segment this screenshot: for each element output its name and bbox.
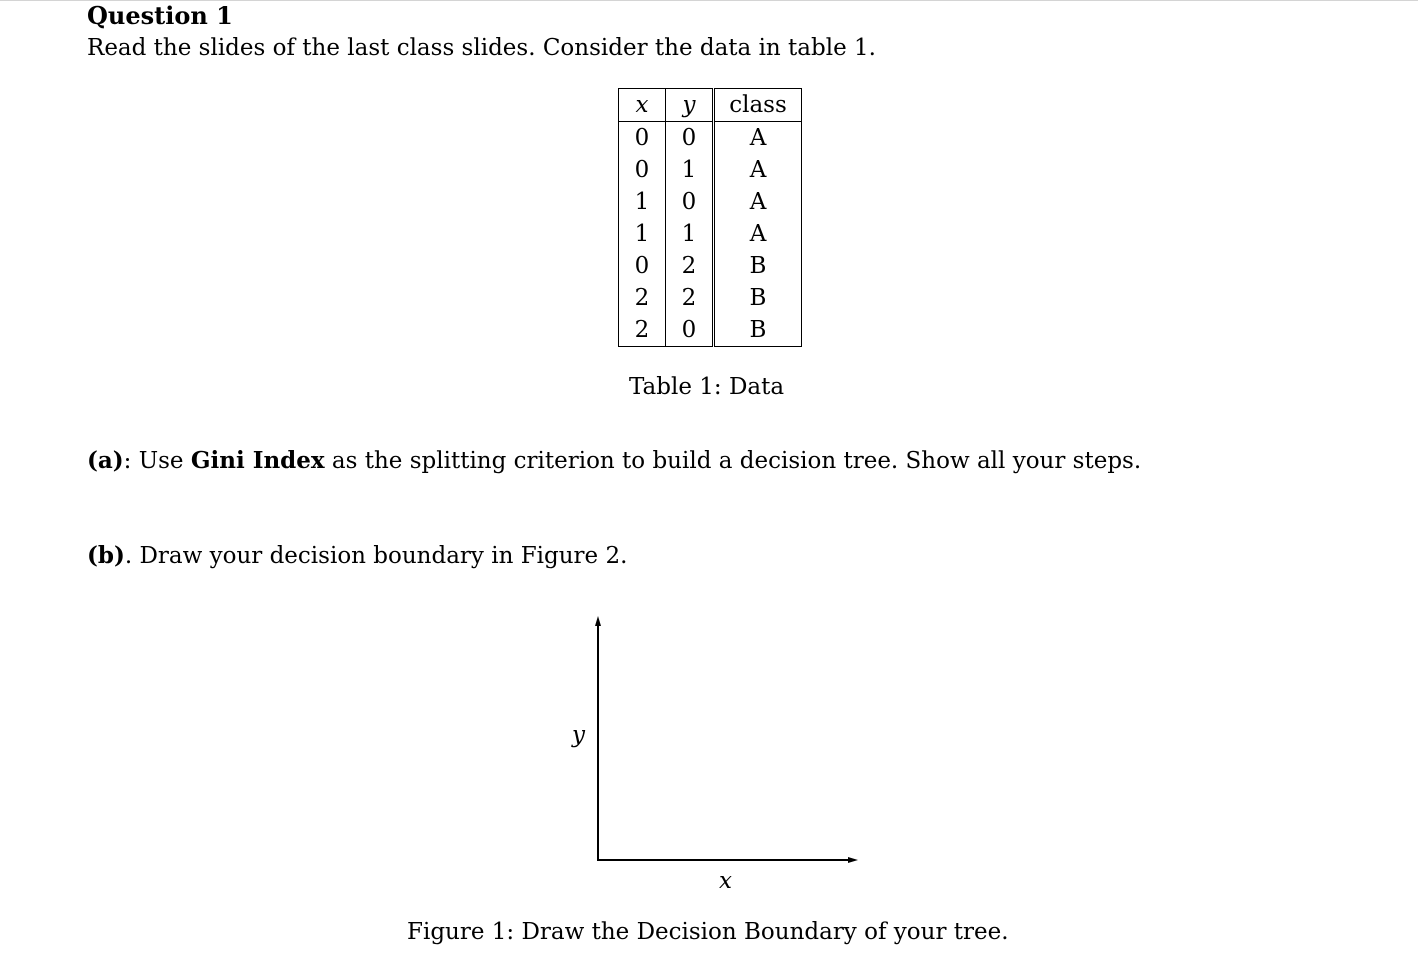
cell-y: 2 <box>666 250 714 282</box>
header-y: y <box>666 89 714 122</box>
x-axis-arrowhead <box>848 857 858 863</box>
cell-x: 2 <box>619 282 666 314</box>
cell-class: A <box>714 218 802 250</box>
table-row <box>619 218 802 250</box>
header-class: class <box>714 89 802 122</box>
part-a-label: (a) <box>87 447 124 474</box>
table-row <box>619 314 802 347</box>
cell-y: 0 <box>666 314 714 347</box>
figure-caption: Figure 1: Draw the Decision Boundary of your tree. <box>407 919 1009 945</box>
header-x: x <box>619 89 666 122</box>
x-axis-label: x <box>719 868 732 894</box>
part-b-text <box>87 541 627 571</box>
table-row <box>619 122 802 155</box>
cell-class: B <box>714 282 802 314</box>
y-axis-arrowhead <box>595 616 601 626</box>
cell-y: 1 <box>666 154 714 186</box>
table-caption: Table 1: Data <box>629 374 785 400</box>
part-b-label: (b) <box>87 542 125 569</box>
cell-y: 0 <box>666 122 714 155</box>
y-axis-label: y <box>572 722 585 748</box>
cell-y: 1 <box>666 218 714 250</box>
cell-x: 2 <box>619 314 666 347</box>
part-a-rest: as the splitting criterion to build a decision tree. Show all your steps. <box>324 448 1142 474</box>
cell-class: B <box>714 250 802 282</box>
table-row <box>619 250 802 282</box>
table-row <box>619 186 802 218</box>
part-b-rest: . Draw your decision boundary in Figure 2. <box>124 543 628 569</box>
cell-x: 0 <box>619 250 666 282</box>
data-table <box>618 88 802 347</box>
cell-x: 0 <box>619 122 666 155</box>
cell-class: A <box>714 154 802 186</box>
table-header-row <box>619 89 802 122</box>
cell-x: 1 <box>619 218 666 250</box>
question-intro: Read the slides of the last class slides. Consider the data in table 1. <box>87 35 876 61</box>
cell-class: A <box>714 122 802 155</box>
part-a-text <box>87 446 1141 476</box>
part-a-separator: : Use <box>123 448 191 474</box>
cell-x: 0 <box>619 154 666 186</box>
table-row <box>619 282 802 314</box>
cell-x: 1 <box>619 186 666 218</box>
part-a-emphasis: Gini Index <box>190 447 325 474</box>
question-title: Question 1 <box>87 1 233 30</box>
cell-y: 2 <box>666 282 714 314</box>
axes-figure <box>550 605 870 900</box>
cell-y: 0 <box>666 186 714 218</box>
table-row <box>619 154 802 186</box>
cell-class: B <box>714 314 802 347</box>
cell-class: A <box>714 186 802 218</box>
